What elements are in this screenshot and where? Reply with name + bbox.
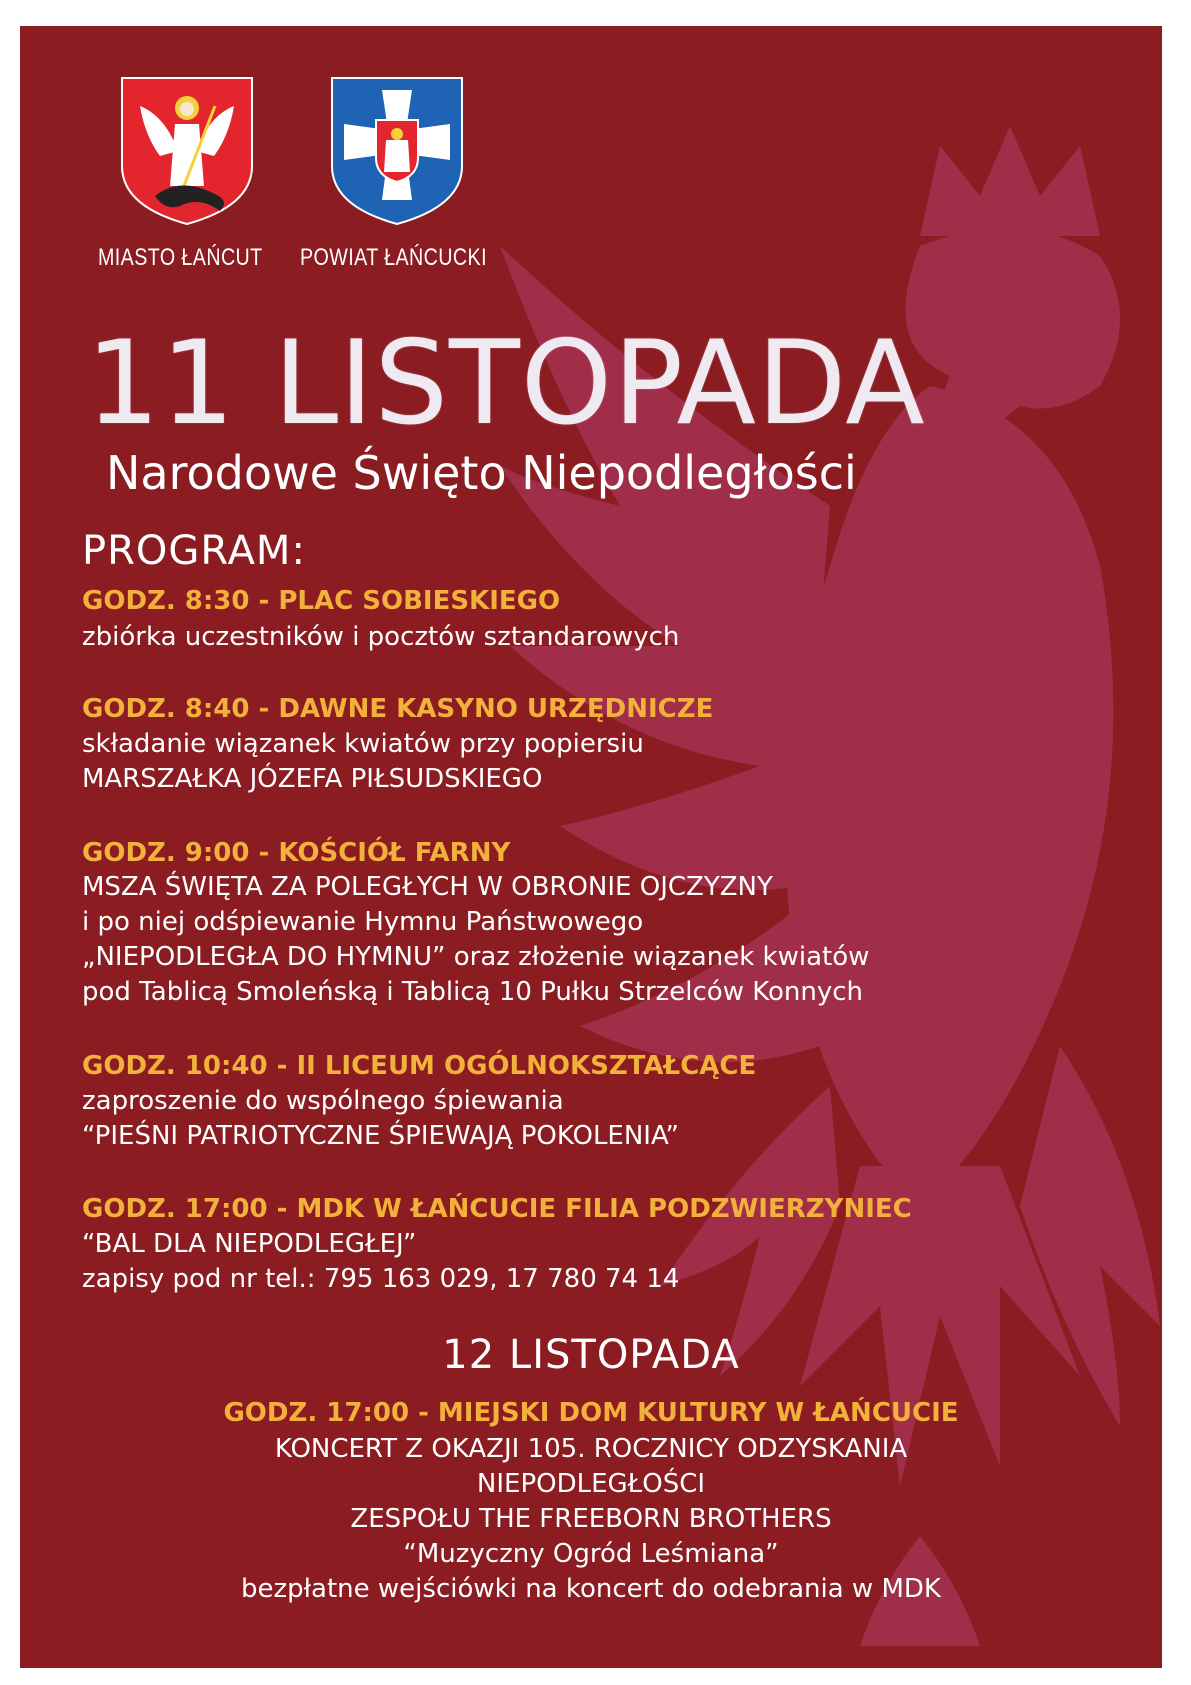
day2-event-time: GODZ. 17:00 - MIEJSKI DOM KULTURY W ŁAŃCUCIE	[223, 1398, 959, 1428]
event-description: zaproszenie do wspólnego śpiewania	[82, 1086, 564, 1116]
event-time: GODZ. 9:00 - KOŚCIÓŁ FARNY	[82, 838, 511, 868]
event-description: “BAL DLA NIEPODLEGŁEJ”	[82, 1229, 417, 1259]
lancut-city-coat-of-arms-icon	[120, 76, 254, 226]
event-description: “PIEŚNI PATRIOTYCZNE ŚPIEWAJĄ POKOLENIA”	[82, 1121, 680, 1151]
event-description: i po niej odśpiewanie Hymnu Państwowego	[82, 907, 644, 937]
day2-event-description: bezpłatne wejściówki na koncert do odebrania w MDK	[241, 1574, 941, 1604]
city-label: MIASTO ŁAŃCUT	[98, 244, 263, 271]
subtitle: Narodowe Święto Niepodległości	[106, 446, 857, 500]
event-time: GODZ. 8:30 - PLAC SOBIESKIEGO	[82, 586, 561, 616]
event-description: składanie wiązanek kwiatów przy popiersiu	[82, 729, 644, 759]
event-description: zapisy pod nr tel.: 795 163 029, 17 780 74 14	[82, 1264, 680, 1294]
event-time: GODZ. 17:00 - MDK W ŁAŃCUCIE FILIA PODZWIERZYNIEC	[82, 1194, 912, 1224]
event-time: GODZ. 10:40 - II LICEUM OGÓLNOKSZTAŁCĄCE	[82, 1051, 757, 1081]
day2-event-description: “Muzyczny Ogród Leśmiana”	[403, 1539, 779, 1569]
poster	[20, 26, 1162, 1668]
event-description: „NIEPODLEGŁA DO HYMNU” oraz złożenie wiązanek kwiatów	[82, 942, 870, 972]
event-description: MSZA ŚWIĘTA ZA POLEGŁYCH W OBRONIE OJCZYZNY	[82, 872, 773, 902]
event-description: pod Tablicą Smoleńską i Tablicą 10 Pułku Strzelców Konnych	[82, 977, 864, 1007]
day2-event-description: KONCERT Z OKAZJI 105. ROCZNICY ODZYSKANIA	[274, 1434, 908, 1464]
program-heading: PROGRAM:	[82, 528, 306, 574]
lancut-county-coat-of-arms-icon	[330, 76, 464, 226]
page-title: 11 LISTOPADA	[86, 316, 926, 451]
day2-title: 12 LISTOPADA	[442, 1332, 740, 1378]
day2-event-description: ZESPOŁU THE FREEBORN BROTHERS	[350, 1504, 832, 1534]
event-time: GODZ. 8:40 - DAWNE KASYNO URZĘDNICZE	[82, 694, 714, 724]
event-description: zbiórka uczestników i pocztów sztandarowych	[82, 622, 680, 652]
event-description: MARSZAŁKA JÓZEFA PIŁSUDSKIEGO	[82, 764, 543, 794]
day2-event-description: NIEPODLEGŁOŚCI	[476, 1469, 706, 1499]
county-label: POWIAT ŁAŃCUCKI	[300, 244, 487, 271]
